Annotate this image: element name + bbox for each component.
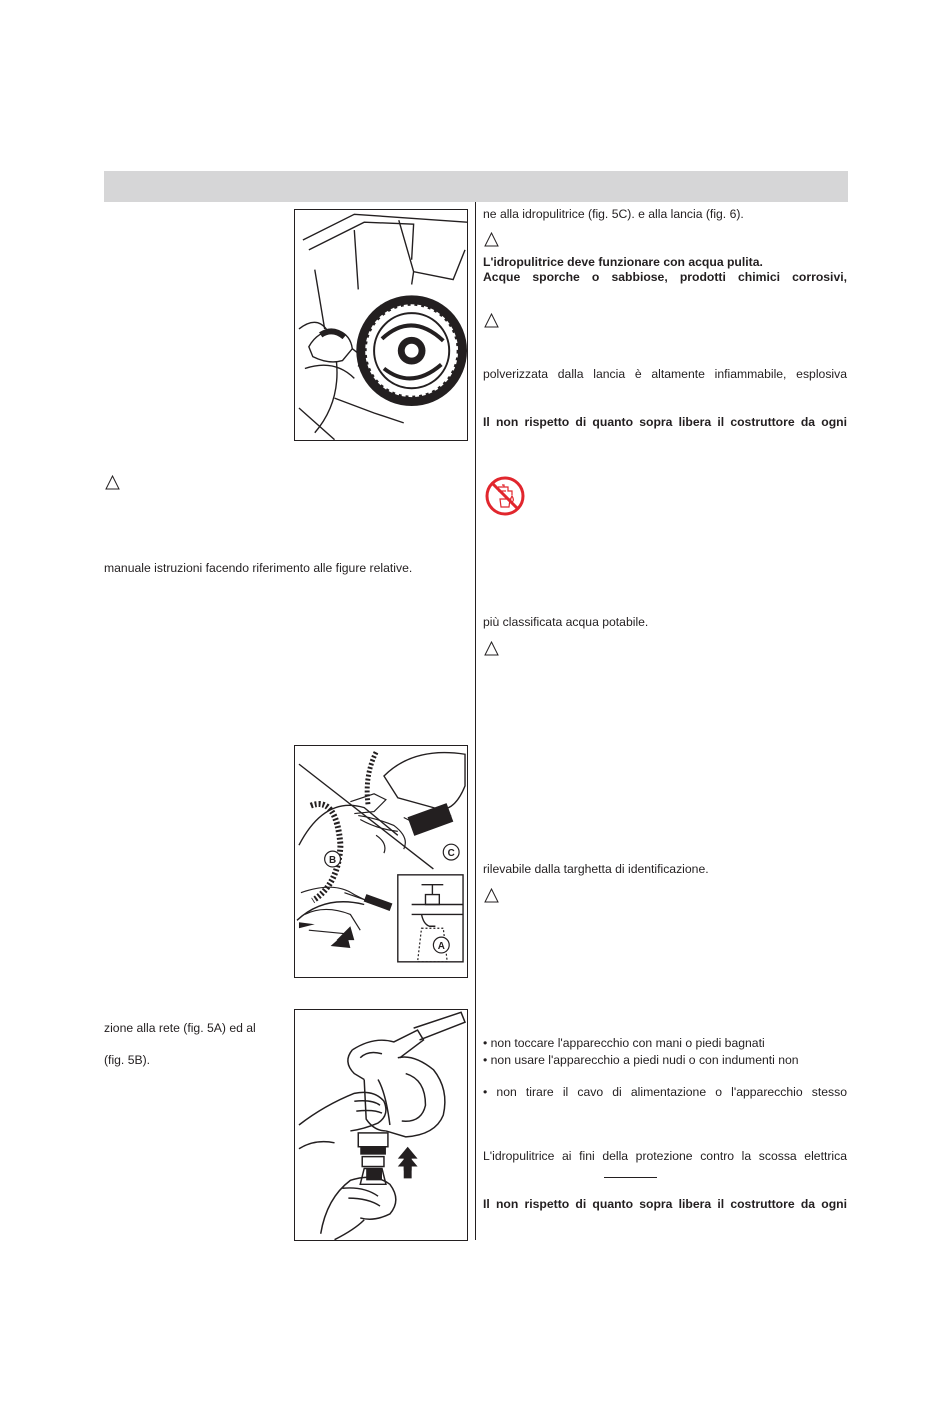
- dirty-water-warning: Acque sporche o sabbiose, prodotti chimici corrosivi,: [483, 270, 847, 284]
- warning-triangle-icon: [105, 475, 120, 490]
- fig-5b-line: (fig. 5B).: [104, 1053, 151, 1067]
- bullet-wet-hands: • non toccare l'apparecchio con mani o piedi bagnati: [483, 1036, 765, 1050]
- liability-notice-1: Il non rispetto di quanto sopra libera il costruttore da ogni: [483, 415, 847, 429]
- identification-plate-line: rilevabile dalla targhetta di identificazione.: [483, 862, 709, 876]
- underline-mark: [604, 1177, 657, 1178]
- warning-triangle-icon: [484, 313, 499, 328]
- electric-shock-line: L'idropulitrice ai fini della protezione contro la scossa elettrica: [483, 1149, 847, 1163]
- label-a: A: [437, 940, 445, 952]
- label-b: B: [328, 854, 337, 866]
- potable-water-line: più classificata acqua potabile.: [483, 615, 649, 629]
- figure-wheel-assembly: [294, 209, 468, 441]
- connection-line: zione alla rete (fig. 5A) ed al: [104, 1021, 256, 1035]
- warning-triangle-icon: [484, 232, 499, 247]
- manual-instructions-line: manuale istruzioni facendo riferimento alle figure relative.: [104, 561, 413, 575]
- warning-triangle-icon: [484, 888, 499, 903]
- no-drinking-water-icon: [484, 475, 526, 517]
- flammable-spray-line: polverizzata dalla lancia è altamente infiammabile, esplosiva: [483, 367, 847, 381]
- figure-6-spray-gun: [294, 1009, 468, 1241]
- connections-illustration: [295, 746, 467, 977]
- figure-5-connections: [294, 745, 468, 978]
- fig-5c-line: ne alla idropulitrice (fig. 5C). e alla lancia (fig. 6).: [483, 207, 744, 221]
- warning-triangle-icon: [484, 641, 499, 656]
- section-header-bar: [104, 171, 848, 202]
- wheel-assembly-illustration: [295, 210, 467, 440]
- clean-water-warning: L'idropulitrice deve funzionare con acqua pulita.: [483, 255, 763, 269]
- liability-notice-2: Il non rispetto di quanto sopra libera il costruttore da ogni: [483, 1197, 847, 1211]
- label-c: C: [447, 848, 455, 860]
- spray-gun-illustration: [295, 1010, 467, 1240]
- bullet-bare-feet: • non usare l'apparecchio a piedi nudi o con indumenti non: [483, 1053, 799, 1067]
- column-divider: [475, 202, 476, 1240]
- bullet-pull-cable: • non tirare il cavo di alimentazione o l'apparecchio stesso: [483, 1085, 847, 1099]
